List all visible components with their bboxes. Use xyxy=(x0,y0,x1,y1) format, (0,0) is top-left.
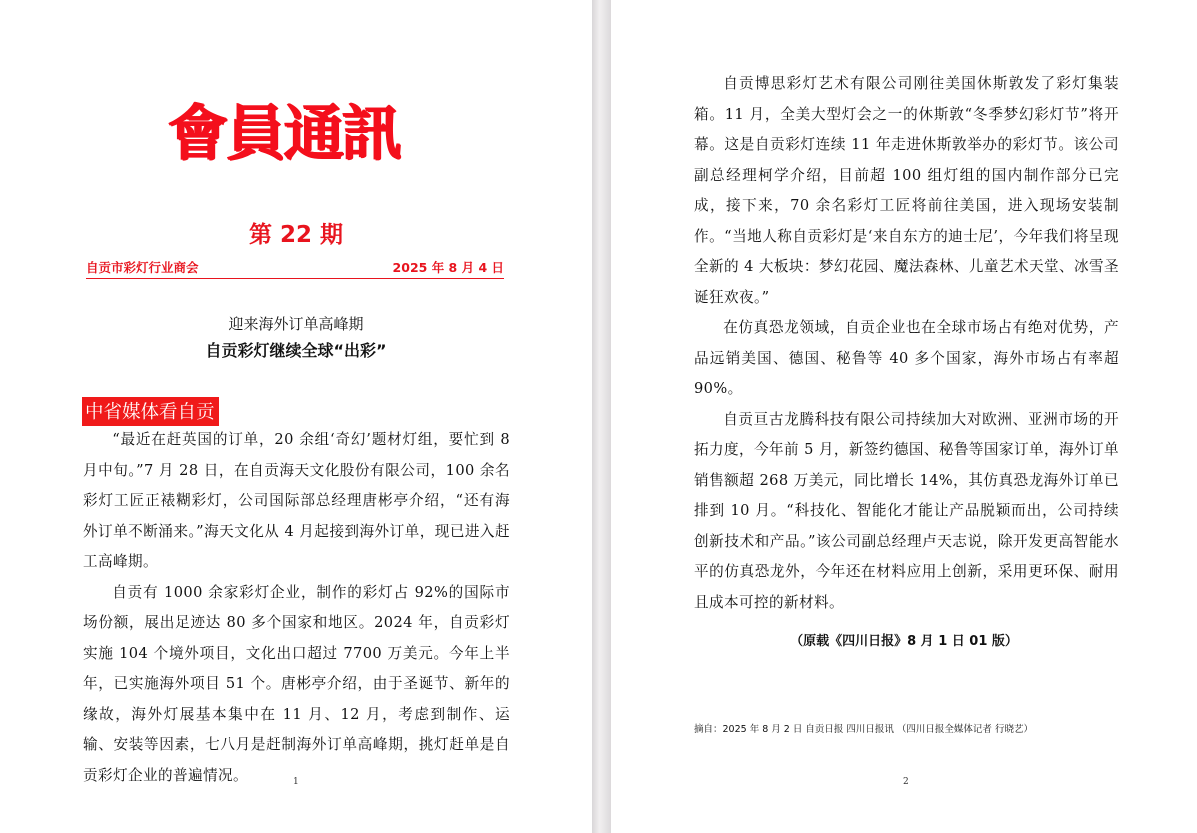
article-subtitle: 迎来海外订单高峰期 xyxy=(228,315,364,333)
page1-body xyxy=(83,425,510,791)
source-note: （原载《四川日报》8 月 1 日 01 版） xyxy=(790,634,1018,649)
issue-date: 2025 年 8 月 4 日 xyxy=(392,260,504,275)
section-tag: 中省媒体看自贡 xyxy=(82,397,219,426)
issue-number: 第 22 期 xyxy=(248,222,344,248)
page-number: 1 xyxy=(293,777,299,787)
paragraph: “最近在赶英国的订单，20 余组‘奇幻’题材灯组，要忙到 8 月中旬。”7 月 28 日，在自贡海天文化股份有限公司，100 余名彩灯工匠正裱糊彩灯，公司国际部总经理唐彬亭介绍，“还有海外订单不断涌来。”海天文化从 4 月起接到海外订单，现已进入赶工高峰期。 xyxy=(83,431,510,570)
paragraph: 自贡有 1000 余家彩灯企业，制作的彩灯占 92%的国际市场份额，展出足迹达 80 多个国家和地区。2024 年，自贡彩灯实施 104 个境外项目，文化出口超过 7700 万美元。今年上半年，已实施海外项目 51 个。唐彬亭介绍，由于圣诞节、新年的缘故，海外灯展基本集中在 11 月、12 月，考虑到制作、运输、安装等因素，七八月是赶制海外订单高峰期，挑灯赶单是自贡彩灯企业的普遍情况。 xyxy=(83,583,510,784)
paragraph: 自贡博思彩灯艺术有限公司刚往美国休斯敦发了彩灯集装箱。11 月，全美大型灯会之一的休斯敦“冬季梦幻彩灯节”将开幕。这是自贡彩灯连续 11 年走进休斯敦举办的彩灯节。该公司副总经理柯学介绍，目前超 100 组灯组的国内制作部分已完成，接下来，70 余名彩灯工匠将前往美国，进入现场安装制作。“当地人称自贡彩灯是‘来自东方的迪士尼’，今年我们将呈现全新的 4 大板块：梦幻花园、魔法森林、儿童艺术天堂、冰雪圣诞狂欢夜。” xyxy=(694,75,1119,306)
paragraph: 在仿真恐龙领域，自贡企业也在全球市场占有绝对优势，产品远销美国、德国、秘鲁等 40 多个国家，海外市场占有率超 90%。 xyxy=(694,319,1119,397)
page-gutter xyxy=(592,0,611,833)
excerpt-note: 摘自：2025 年 8 月 2 日 自贡日报 四川日报讯 （四川日报全媒体记者 行晓艺） xyxy=(694,724,1033,735)
page2-body xyxy=(694,69,1119,618)
article-headline: 自贡彩灯继续全球“出彩” xyxy=(205,341,387,360)
paragraph: 自贡亘古龙腾科技有限公司持续加大对欧洲、亚洲市场的开拓力度，今年前 5 月，新签约德国、秘鲁等国家订单，海外订单销售额超 268 万美元，同比增长 14%，其仿真恐龙海外订单已排到 10 月。“科技化、智能化才能让产品脱颖而出，公司持续创新技术和产品。”该公司副总经理卢天志说，除开发更高智能水平的仿真恐龙外，今年还在材料应用上创新，采用更环保、耐用且成本可控的新材料。 xyxy=(694,410,1119,611)
masthead-logo: 會員通訊 xyxy=(168,99,400,169)
issue-info-bar xyxy=(86,258,504,279)
page-number: 2 xyxy=(903,777,909,787)
publisher-name: 自贡市彩灯行业商会 xyxy=(86,260,199,275)
